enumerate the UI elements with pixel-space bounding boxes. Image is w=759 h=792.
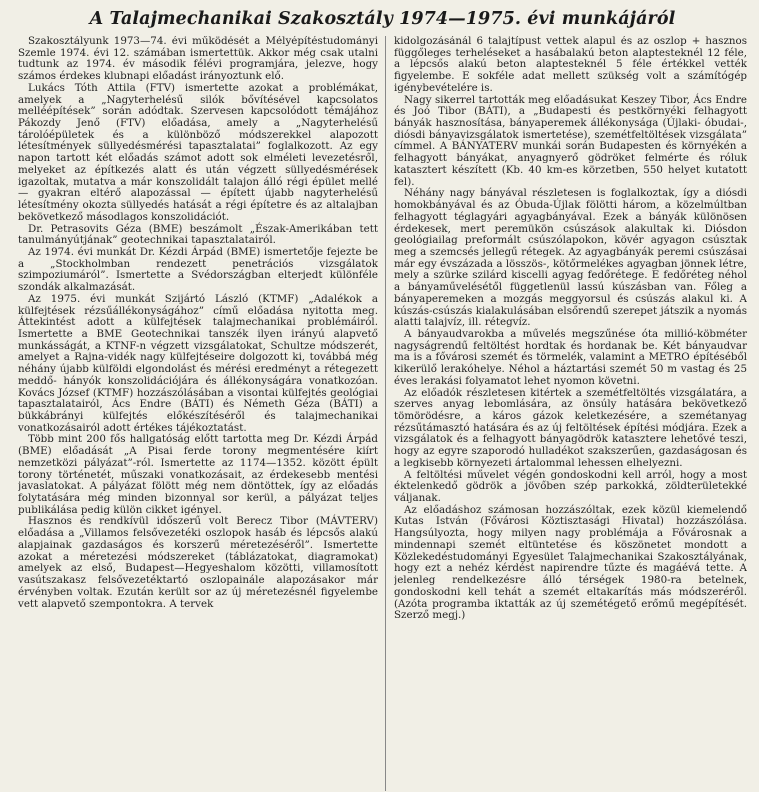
paragraph: Az előadók részletesen kitértek a szemétfeltöltés vizsgálatára, a szerves anyag lebomlására, az önsúly hatására bekövetkező tömörödésre, a káros gázok keletkezésére, a szemétanyag rézsűtámasztó hatására és az új feltöltések építési módjára. Ezek a vizsgálatok és a felhagyott bányagödrök katasztere lehetővé teszi, hogy az egyre szaporodó hulladékot szakszerűen, gazdaságosan és a legkisebb környezeti ártalommal lehessen elhelyezni.	[394, 386, 747, 469]
paragraph: Néhány nagy bányával részletesen is foglalkoztak, így a diósdi homokbányával és az Óbuda-Újlak fölötti három, a közelmúltban felhagyott téglagyári agyagbányával. Ezek a bányák különösen érdekesek, mert peremükön csúszások alakultak ki. Diósdon geológiailag preformált csúszólapokon, kövér agyagon csúsztak meg a szemcsés jellegű rétegek. Az agyagbányák peremi csúszásai már egy évszázada a lösszös-, kötőrmelékes agyagban jönnek létre, mely a szürke szilárd kiscelli agyag fedőrétege. E fedőréteg néhol a bányaművelésétől függetlenül lassú kúszásban van. Főleg a bányaperemeken a mozgás meggyorsul és csúszás alakul ki. A kúszás-csúszás kialakulásában elsőrendű szerepet játszik a nyomás alatti talajvíz, ill. rétegvíz.	[394, 187, 747, 329]
article-title: A Talajmechanikai Szakosztály 1974—1975. évi munkájáról	[89, 9, 676, 29]
article-columns	[18, 36, 747, 791]
paragraph: A feltöltési művelet végén gondoskodni kell arról, hogy a most éktelenkedő gödrök a jövőben szép parkokká, zöldterületekké váljanak.	[394, 468, 747, 505]
paragraph: Az 1975. évi munkát Szijártó László (KTMF) „Adalékok a külfejtések rézsűállékonyságához” című előadása nyitotta meg. Áttekintést adott a külfejtések talajmechanikai problémáiról. Ismertette a BME Geotechnikai tanszék ilyen irányú alapvető munkásságát, a KTNF-n végzett vizsgálatokat, Schultze módszerét, amelyet a Rajna-vidék nagy külfejtéseire dolgozott ki, továbbá még néhány újabb külföldi elgondolást és mérési eredményt a rétegezett meddő- hányók konszolidációjára és állékonyságára vonatkozóan. Kovács József (KTMF) hozzászólásában a visontai külfejtés geológiai tapasztalatairól, Ács Endre (BÁTI) és Németh Géza (BÁTI) a bükkábrányi külfejtés előkészítéséről és talajmechanikai vonatkozásairól adott értékes tájékoztatást.	[18, 292, 378, 434]
paragraph: Nagy sikerrel tartották meg előadásukat Keszey Tibor, Ács Endre és Joó Tibor (BÁTI), a „Budapesti és pestkörnyéki felhagyott bányák hasznosítása, bányaperemek állékonysága (Újlaki- óbudai-, diósdi bányavizsgálatok ismertetése), szemétfeltöltések vizsgálata” címmel. A BÁNYATERV munkái során Budapesten és környékén a felhagyott bányákat, anyagnyerő gödröket felmérte és róluk katasztert készített (Kb. 40 km-es körzetben, 550 helyet kutatott fel).	[394, 93, 747, 188]
paragraph: kidolgozásánál 6 talajtípust vettek alapul és az oszlop + hasznos függőleges terheléseket a hasábalakú beton alaptesteknél 12 féle, a lépcsős alakú beton alaptesteknél 5 féle értékkel vették figyelembe. E sokféle adat mellett szükség volt a számítógép igénybevételére is.	[394, 36, 747, 94]
paragraph: Hasznos és rendkívül időszerű volt Berecz Tibor (MÁVTERV) előadása a „Villamos felsővezetéki oszlopok hasáb és lépcsős alakú alapjainak gazdaságos és korszerű méretezéséről”. Ismertette azokat a méretezési módszereket (táblázatokat, diagramokat) amelyek az első, Budapest—Hegyeshalom közötti, villamosított vasútszakasz felsővezetéktartó oszlopainále alapozásakor már érvényben voltak. Ezután került sor az új méretezésnél figyelembe vett alapvető szempontokra. A tervek	[18, 515, 378, 610]
left-column	[18, 36, 378, 610]
paragraph: Több mint 200 fős hallgatóság előtt tartotta meg Dr. Kézdi Árpád (BME) előadását „A Pisai ferde torony megmentésére kiírt nemzetközi pályázat”-ról. Ismertette az 1174—1352. között épült torony történetét, műszaki vonatkozásait, az érdekesebb mentési javaslatokat. A pályázat fölött még nem döntöttek, így az előadás folytatására még minden bizonnyal sor kerül, a pályázat teljes publikálása pedig külön cikket igényel.	[18, 433, 378, 516]
paragraph: Az 1974. évi munkát Dr. Kézdi Árpád (BME) ismertetője fejezte be a „Stockholmban rendezett penetrációs vizsgálatok szimpoziumáról”. Ismertette a Svédországban elterjedt különféle szondák alkalmazását.	[18, 245, 378, 294]
paragraph: Szakosztályunk 1973—74. évi működését a Mélyépítéstudományi Szemle 1974. évi 12. számában ismertettük. Akkor még csak utalni tudtunk az 1974. év második félévi programjára, jelezve, hogy számos érdekes klubnapi előadást irányoztunk elő.	[18, 36, 378, 83]
paragraph: Dr. Petrasovits Géza (BME) beszámolt „Észak-Amerikában tett tanulmányútjának” geotechnikai tapasztalatairól.	[18, 222, 378, 247]
right-column	[394, 36, 747, 622]
column-divider	[385, 36, 386, 791]
paragraph: Az előadáshoz számosan hozzászóltak, ezek közül kiemelendő Kutas István (Fővárosi Köztisztasági Hivatal) hozzászólása. Hangsúlyozta, hogy milyen nagy problémája a Fővárosnak a mindennapi szemét eltüntetése és köszönetet mondott a Közlekedéstudományi Egyesület Talajmechanikai Szakosztályának, hogy ezt a nehéz kérdést napirendre tűzte és magáévá tette. A jelenleg rendelkezésre álló térségek 1980-ra betelnek, gondoskodni kell tehát a szemét eltakarítás más módszeréről. (Azóta programba iktatták az új szemétégető erőmű megépítését. Szerző megj.)	[394, 503, 747, 622]
paragraph: Lukács Tóth Attila (FTV) ismertette azokat a problémákat, amelyek a „Nagyterhelésű silók bővítésével kapcsolatos melléépítések” során adódtak. Szervesen kapcsolódott témájához Pákozdy Jenő (FTV) előadása, amely a „Nagyterhelésű tárolóépületek és a különböző módszerekkel alapozott létesítmények süllyedésmérési tapasztalatai” foglalkozott. Az egy napon tartott két előadás számot adott sok elméleti levezetésről, melyeket az építkezés alatt és után végzett süllyedésmérések igazoltak, mutatva a már konszolidált talajon álló régi épület mellé — gyakran eltérő alapozással — épített újabb nagyterhelésű létesítmény okozta süllyedés hatását a régi építetre és az altalajban bekövetkező másodlagos konszolidációt.	[18, 81, 378, 223]
paragraph: A bányaudvarokba a művelés megszűnése óta millió-köbméter nagyságrendű feltöltést hordtak és hordanak be. Két bányaudvar ma is a fővárosi szemét és törmelék, valamint a METRO építéséből kikerülő lerakóhelye. Néhol a háztartási szemét 50 m vastag és 25 éves lerakási folyamatot lehet nyomon követni.	[394, 327, 747, 387]
